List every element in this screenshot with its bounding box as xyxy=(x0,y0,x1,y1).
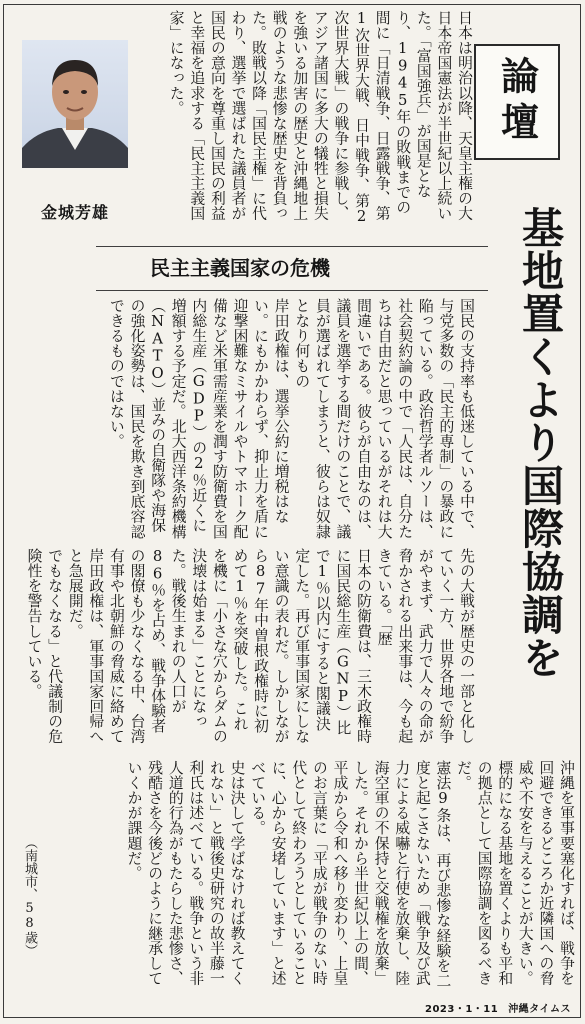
paragraph-4-6 xyxy=(20,548,476,744)
rule-sub xyxy=(96,290,488,291)
column-rubric xyxy=(474,44,560,160)
paragraph-7-9 xyxy=(44,760,576,996)
footer-paper: 沖縄タイムス xyxy=(508,1004,571,1015)
author-signature: （南城市、58歳） xyxy=(22,836,37,957)
page-footer xyxy=(425,1000,571,1015)
headline: 基地置くより国際協調を xyxy=(516,206,565,679)
footer-date: 2023・1・11 xyxy=(424,1004,499,1015)
paragraph-2-3 xyxy=(20,298,476,542)
paragraph-9: 沖縄を軍事要塞化すれば、戦争を回避できるどころか近隣国への脅威や不安を与えることが大きい。標的になる基地を置くよりも平和の拠点として国際協調を図るべきだ。 xyxy=(455,760,575,986)
author-name: 金城芳雄 xyxy=(40,203,109,222)
paragraph-7: 史は決して学ばなければ教えてくれない」と戦後史研究の故半藤一利氏は述べている。戦争という非人道的行為がもたらした悲惨さ、残酷さを今後どのように継承していくかが課題だ。 xyxy=(125,760,246,986)
author-portrait-icon xyxy=(22,40,128,168)
paragraph-5: 日本の防衛費は、三木政権時に国民総生産（GNP）比で1％以内にすると閣議決定した。再び軍事国家にしない意識の表れだ。しかしながら87年中曽根政権時に初めて1％を突破した。これを機に「小さな穴からダムの決壊は始まる」ことになった。戦後生まれの人口が86％を占め、戦争体験者の閣僚も少なくなる中、台湾有事や北朝鮮の脅威に絡めて岸田政権は、軍事国家回帰へと急展開だ。 xyxy=(66,548,373,744)
rubric-text: 論壇 xyxy=(494,56,539,148)
subheadline: 民主主義国家の危機 xyxy=(150,256,330,280)
paragraph-2: 岸田政権は、選挙公約に増税はない。にもかかわらず、抑止力を盾に迎撃困難なミサイルやトマホーク配備など米軍需産業を潤す防衛費を国内総生産（GDP）の2％近くに増額する予定だ。北大西洋条約機構（NATO）並みの自衛隊や海保の強化姿勢は、国民を欺き到底容認できるものではない。 xyxy=(107,298,290,539)
paragraph-3: 国民の支持率も低迷している中で、与党多数の「民主的専制」の暴政に陥っている。政治哲学者ルソーは、社会契約論の中で「人民は、自分たちは自由だと思っているがそれは大間違いである。彼らが自由なのは、議員を選挙する間だけのことで、議員が選ばれてしまうと、彼らは奴隷となり何もの xyxy=(293,298,475,539)
paragraph-8: 憲法9条は、再び悲惨な経験を二度と起こさないため「戦争及び武力による威嚇と行使を放棄し、陸海空軍の不保持と交戦権を放棄」した。それから半世紀以上の間、平成から令和へ移り変わり、上皇のお言葉に「平成が戦争のない時代として終わろうとしていることに、心から安堵しています」と述べている。 xyxy=(249,760,452,988)
paragraph-1: 日本は明治以降、天皇主権の大日本帝国憲法が半世紀以上続いた。「富国強兵」が国是となり、1945年の敗戦までの間に「日清戦争、日露戦争、第1次世界大戦、日中戦争、第2次世界大戦」の戦争に参戦し、アジア諸国に多大の犠牲と損失を強いる加害の歴史と沖縄地上戦のような悲惨な歴史を背負った。敗戦以降「国民主権」に代わり、選挙で選ばれた議員者が国民の意向を尊重し国民の利益と幸福を追求する「民主主義国家」になった。 xyxy=(167,10,473,226)
paragraph-4: でもなくなる」と代議制の危険性を警告している。 xyxy=(25,548,64,744)
rule-top xyxy=(96,246,488,247)
paragraph-6: 先の大戦が歴史の一部と化していく一方、世界各地で紛争がやまず、武力で人々の命が脅かされる出来事は、今も起きている。「歴 xyxy=(375,548,475,744)
